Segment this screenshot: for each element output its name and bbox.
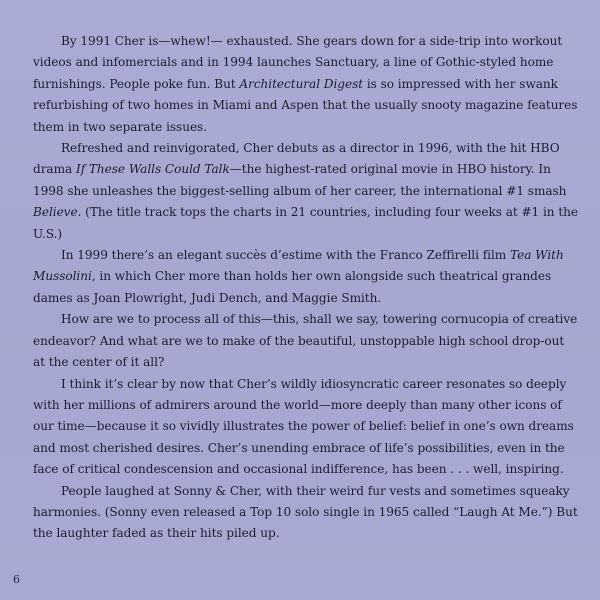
text-run: Refreshed and reinvigorated, Cher debuts as a director in 1996, with the hit HBO drama: [33, 141, 560, 177]
text-run: , in which Cher more than holds her own alongside such theatrical grandes dames as Joan Plowright, Judi Dench, and Maggie Smith.: [33, 269, 552, 305]
text-run: In 1999 there’s an elegant succès d’estime with the Franco Zeffirelli film: [61, 248, 511, 263]
page-number: 6: [13, 573, 20, 586]
text-run: By 1991 Cher is—whew!— exhausted. She gears down for a side-trip into workout videos and infomercials and in 1994 launches Sanctuary, a line of Gothic-styled home furnishings. People poke fun. But: [33, 34, 563, 91]
text-run: People laughed at Sonny & Cher, with their weird fur vests and sometimes squeaky harmonies. (Sonny even released a Top 10 solo single in 1965 called “Laugh At Me.”) But the laughter faded as their hits piled up.: [33, 483, 578, 541]
text-run: . (The title track tops the charts in 21 countries, including four weeks at #1 in the U.S.): [33, 205, 579, 241]
paragraph: [33, 309, 578, 373]
paragraph: [33, 481, 578, 545]
paragraph: [33, 31, 578, 138]
paragraph: [33, 245, 578, 309]
paragraph: [33, 138, 578, 245]
text-run: I think it’s clear by now that Cher’s wildly idiosyncratic career resonates so deeply with her millions of admirers around the world—more deeply than many other icons of our time—because it so vividly illustrates the power of belief: belief in one’s own dreams and most cherished desires. Cher’s unending embrace of life’s possibilities, even in the face of critical condescension and occasional indifference, has been . . . well, inspiring.: [33, 376, 574, 477]
text-run: How are we to process all of this—this, shall we say, towering cornucopia of creative endeavor? And what are we to make of the beautiful, unstoppable high school drop-out at the center of it all?: [33, 312, 578, 370]
body-text: [33, 31, 578, 545]
text-run: —the highest-rated original movie in HBO history. In 1998 she unleashes the biggest-selling album of her career, the international #1 smash: [33, 162, 567, 198]
italic-title: Believe: [33, 205, 78, 220]
italic-title: Tea With Mussolini: [33, 248, 564, 284]
paragraph: [33, 374, 578, 481]
italic-title: If These Walls Could Talk: [75, 162, 230, 177]
text-run: is so impressed with her swank refurbishing of two homes in Miami and Aspen that the usually snooty magazine features them in two separate issues.: [33, 76, 578, 134]
italic-title: Architectural Digest: [239, 76, 364, 91]
